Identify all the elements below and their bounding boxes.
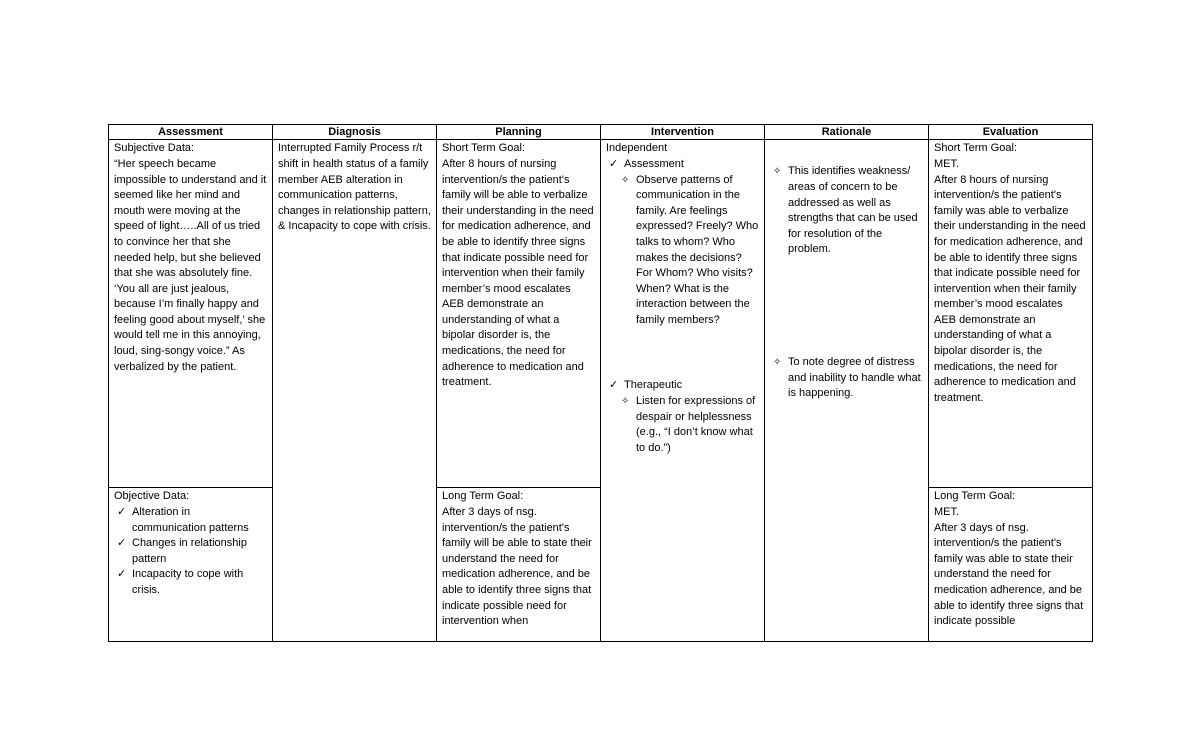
objective-data-item [114, 536, 267, 567]
header-planning: Planning [437, 125, 601, 140]
evaluation-short-text: After 8 hours of nursing intervention/s the patient's family was able to verbalize their understanding in the need for medication adherence, and be able to identify three signs that indicate possible need for intervention when their family member’s mood escalates AEB demonstrate an understanding of what a bipolar disorder is, the medications, the need for adherence to medication and treatment. [934, 173, 1086, 404]
short-term-goal-cell [437, 140, 601, 488]
check-icon: ✓ [609, 379, 619, 392]
objective-item-text: Incapacity to cope with crisis. [132, 568, 244, 596]
objective-data-item [114, 505, 267, 536]
intervention-assessment-sublist [606, 173, 759, 329]
rationale-text-2: To note degree of distress and inability to handle what is happening. [788, 355, 921, 400]
intervention-title: Independent [606, 142, 668, 155]
objective-data-cell [109, 488, 273, 642]
planning-long-title: Long Term Goal: [442, 490, 524, 503]
check-icon: ✓ [117, 506, 127, 519]
intervention-therapeutic-item [606, 378, 759, 394]
rationale-list-2 [770, 355, 923, 402]
intervention-assessment-item [606, 157, 759, 173]
diamond-bullet-icon: ✧ [773, 356, 782, 368]
header-intervention: Intervention [601, 125, 765, 140]
intervention-therapeutic-subitem [618, 394, 759, 456]
evaluation-short-title: Short Term Goal: [934, 142, 1017, 155]
evaluation-short-cell [929, 140, 1093, 488]
rationale-item-1 [770, 164, 923, 258]
nursing-care-plan-table [108, 124, 1093, 642]
objective-data-list [114, 505, 267, 599]
objective-data-title: Objective Data: [114, 490, 190, 503]
evaluation-long-text: After 3 days of nsg. intervention/s the patient's family was able to state their understand the need for medication adherence, and be able to identify three signs that indicate possible [934, 521, 1084, 628]
intervention-therapeutic-label: Therapeutic [624, 379, 683, 392]
diamond-bullet-icon: ✧ [621, 174, 630, 186]
subjective-data-title: Subjective Data: [114, 142, 195, 155]
header-evaluation: Evaluation [929, 125, 1093, 140]
diagnosis-text: Interrupted Family Process r/t shift in health status of a family member AEB alteration in communication patterns, changes in relationship pattern, & Incapacity to cope with crisis. [278, 142, 431, 233]
evaluation-long-status: MET. [934, 506, 960, 519]
intervention-therapeutic-list [606, 378, 759, 394]
intervention-assessment-label: Assessment [624, 157, 684, 170]
intervention-cell [601, 140, 765, 642]
long-term-goal-cell [437, 488, 601, 642]
planning-short-title: Short Term Goal: [442, 142, 525, 155]
check-icon: ✓ [117, 537, 127, 550]
rationale-item-2 [770, 355, 923, 402]
evaluation-long-title: Long Term Goal: [934, 490, 1016, 503]
objective-item-text: Alteration in communication patterns [132, 506, 249, 534]
diamond-bullet-icon: ✧ [773, 166, 782, 178]
diamond-bullet-icon: ✧ [621, 396, 630, 408]
rationale-text-1: This identifies weakness/ areas of concern to be addressed as well as strengths that can be used for resolution of the problem. [788, 165, 918, 256]
evaluation-short-status: MET. [934, 157, 960, 170]
check-icon: ✓ [117, 568, 127, 581]
header-rationale: Rationale [765, 125, 929, 140]
rationale-cell [765, 140, 929, 642]
header-diagnosis: Diagnosis [273, 125, 437, 140]
content-row-top [109, 140, 1093, 488]
planning-long-text: After 3 days of nsg. intervention/s the patient's family will be able to state their understand the need for medication adherence, and be able to identify three signs that indicate possible need for intervention when [442, 506, 592, 628]
intervention-therapeutic-text: Listen for expressions of despair or helplessness (e.g., “I don’t know what to do.”) [636, 395, 756, 454]
header-assessment: Assessment [109, 125, 273, 140]
intervention-assessment-list [606, 157, 759, 173]
objective-item-text: Changes in relationship pattern [132, 537, 247, 565]
planning-short-text: After 8 hours of nursing intervention/s the patient's family will be able to verbalize their understanding in the need for medication adherence, and be able to identify three signs that indicate possible need for intervention when their family member’s mood escalates AEB demonstrate an understanding of what a bipolar disorder is, the medications, the need for adherence to medication and treatment. [442, 157, 594, 389]
intervention-assessment-subitem [618, 173, 759, 329]
evaluation-long-cell [929, 488, 1093, 642]
intervention-assessment-text: Observe patterns of communication in the family. Are feelings expressed? Freely? Who talks to whom? Who makes the decisions? For Whom? Who visits? When? What is the interaction between the family members? [636, 173, 759, 326]
diagnosis-cell [273, 140, 437, 642]
subjective-data-text: “Her speech became impossible to understand and it seemed like her mind and mouth were moving at the speed of light…..All of us tried to convince her that she needed help, but she believed that she was absolutely fine. ‘You all are just jealous, because I’m finally happy and feeling good about myself,’ she would tell me in this annoying, loud, sing-songy voice.” As verbalized by the patient. [114, 157, 267, 373]
rationale-list-1 [770, 164, 923, 258]
check-icon: ✓ [609, 157, 619, 170]
header-row [109, 125, 1093, 140]
objective-data-item [114, 567, 267, 598]
subjective-data-cell [109, 140, 273, 488]
intervention-therapeutic-sublist [606, 394, 759, 456]
